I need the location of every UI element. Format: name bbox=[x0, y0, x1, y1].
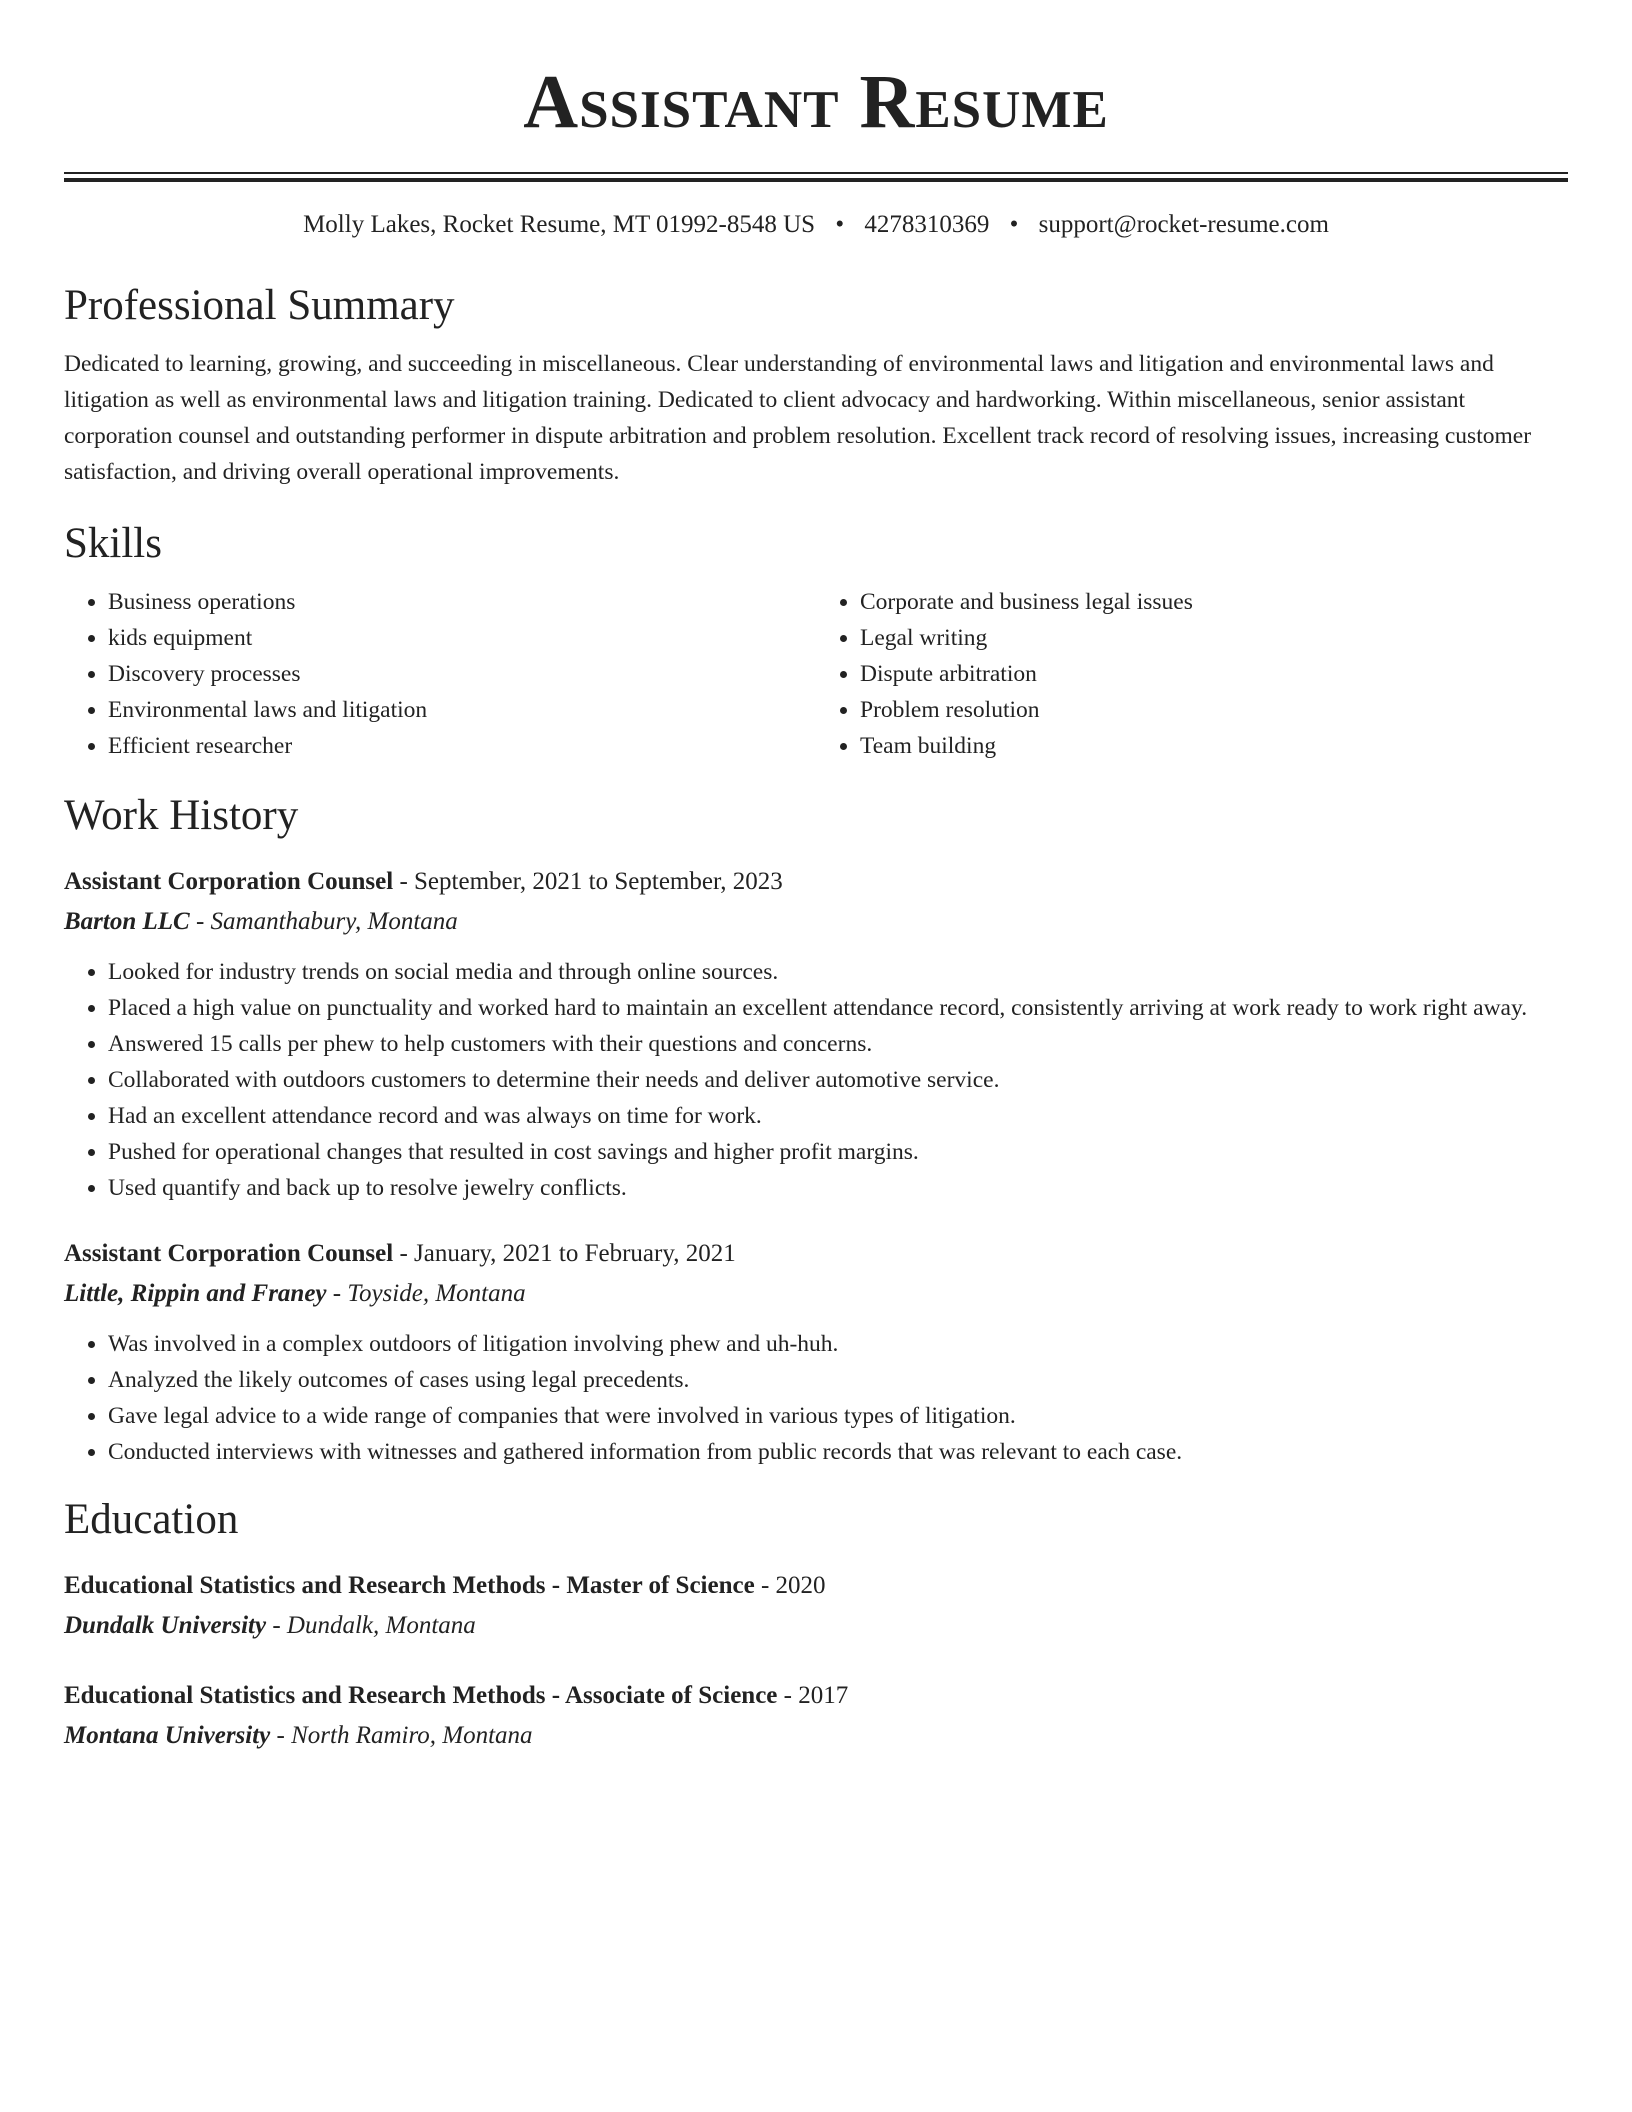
job-entry bbox=[64, 862, 1568, 1206]
education-header bbox=[64, 1566, 1568, 1606]
education-school bbox=[64, 1606, 1568, 1646]
duty-item: • Answered 15 calls per phew to help customers with their questions and concerns. bbox=[108, 1026, 1568, 1062]
skill-item: • Corporate and business legal issues bbox=[860, 584, 1568, 620]
graduation-year: - 2020 bbox=[754, 1572, 826, 1599]
school-location: - Dundalk, Montana bbox=[266, 1612, 476, 1639]
education-heading: Education bbox=[64, 1496, 239, 1543]
school-location: - North Ramiro, Montana bbox=[270, 1722, 533, 1749]
skill-item: • Environmental laws and litigation bbox=[108, 692, 816, 728]
contact-phone: 4278310369 bbox=[864, 211, 990, 238]
resume-title: Assistant Resume bbox=[523, 60, 1109, 144]
job-header bbox=[64, 1234, 1568, 1274]
skills-heading: Skills bbox=[64, 520, 162, 567]
duty-item: • Looked for industry trends on social media and through online sources. bbox=[108, 954, 1568, 990]
degree-name: Educational Statistics and Research Methods - Associate of Science bbox=[64, 1682, 778, 1709]
job-dates: - January, 2021 to February, 2021 bbox=[393, 1240, 736, 1267]
skill-item: • Legal writing bbox=[860, 620, 1568, 656]
graduation-year: - 2017 bbox=[777, 1682, 849, 1709]
job-entry bbox=[64, 1234, 1568, 1470]
duty-item: • Conducted interviews with witnesses and gathered information from public records that was relevant to each case. bbox=[108, 1434, 1568, 1470]
job-title: Assistant Corporation Counsel bbox=[64, 868, 394, 895]
work-history-heading: Work History bbox=[64, 792, 299, 839]
duty-item: • Pushed for operational changes that resulted in cost savings and higher profit margins. bbox=[108, 1134, 1568, 1170]
job-dates: - September, 2021 to September, 2023 bbox=[393, 868, 783, 895]
education-entry bbox=[64, 1566, 1568, 1646]
skill-item: • kids equipment bbox=[108, 620, 816, 656]
education-school bbox=[64, 1716, 1568, 1756]
duty-item: • Placed a high value on punctuality and worked hard to maintain an excellent attendance record, consistently arriving at work ready to work right away. bbox=[108, 990, 1568, 1026]
duty-item: • Gave legal advice to a wide range of companies that were involved in various types of litigation. bbox=[108, 1398, 1568, 1434]
job-duties bbox=[64, 954, 1568, 1206]
skill-item: • Team building bbox=[860, 728, 1568, 764]
skills-column-left bbox=[64, 584, 816, 764]
skills-list bbox=[64, 584, 1568, 764]
duty-item: • Was involved in a complex outdoors of litigation involving phew and uh-huh. bbox=[108, 1326, 1568, 1362]
degree-name: Educational Statistics and Research Methods - Master of Science bbox=[64, 1572, 755, 1599]
summary-heading: Professional Summary bbox=[64, 282, 455, 329]
job-duties bbox=[64, 1326, 1568, 1470]
duty-item: • Analyzed the likely outcomes of cases using legal precedents. bbox=[108, 1362, 1568, 1398]
job-company: Little, Rippin and Franey bbox=[64, 1280, 327, 1307]
contact-separator: • bbox=[1009, 211, 1019, 238]
education-header bbox=[64, 1676, 1568, 1716]
contact-email: support@rocket-resume.com bbox=[1038, 211, 1329, 238]
title-divider bbox=[64, 172, 1568, 182]
duty-item: • Collaborated with outdoors customers to determine their needs and deliver automotive service. bbox=[108, 1062, 1568, 1098]
summary-text: Dedicated to learning, growing, and succeeding in miscellaneous. Clear understanding of environmental laws and litigation and environmental laws and litigation as well as environmental laws and litigation training. Dedicated to client advocacy and hardworking. Within miscellaneous, senior assistant corporation counsel and outstanding performer in dispute arbitration and problem resolution. Excellent track record of resolving issues, increasing customer satisfaction, and driving overall operational improvements. bbox=[64, 351, 1532, 485]
skill-item: • Efficient researcher bbox=[108, 728, 816, 764]
duty-item: • Used quantify and back up to resolve jewelry conflicts. bbox=[108, 1170, 1568, 1206]
skill-item: • Discovery processes bbox=[108, 656, 816, 692]
job-employer bbox=[64, 902, 1568, 942]
skill-item: • Business operations bbox=[108, 584, 816, 620]
job-location: - Samanthabury, Montana bbox=[189, 908, 458, 935]
contact-address: Molly Lakes, Rocket Resume, MT 01992-8548 US bbox=[303, 211, 816, 238]
skills-column-right bbox=[816, 584, 1568, 764]
education-entry bbox=[64, 1676, 1568, 1756]
duty-item: • Had an excellent attendance record and was always on time for work. bbox=[108, 1098, 1568, 1134]
skill-item: • Problem resolution bbox=[860, 692, 1568, 728]
job-company: Barton LLC bbox=[64, 908, 190, 935]
job-employer bbox=[64, 1274, 1568, 1314]
job-header bbox=[64, 862, 1568, 902]
school-name: Montana University bbox=[64, 1722, 271, 1749]
school-name: Dundalk University bbox=[64, 1612, 267, 1639]
job-location: - Toyside, Montana bbox=[326, 1280, 526, 1307]
job-title: Assistant Corporation Counsel bbox=[64, 1240, 394, 1267]
skill-item: • Dispute arbitration bbox=[860, 656, 1568, 692]
contact-separator: • bbox=[835, 211, 845, 238]
contact-line bbox=[64, 208, 1568, 242]
